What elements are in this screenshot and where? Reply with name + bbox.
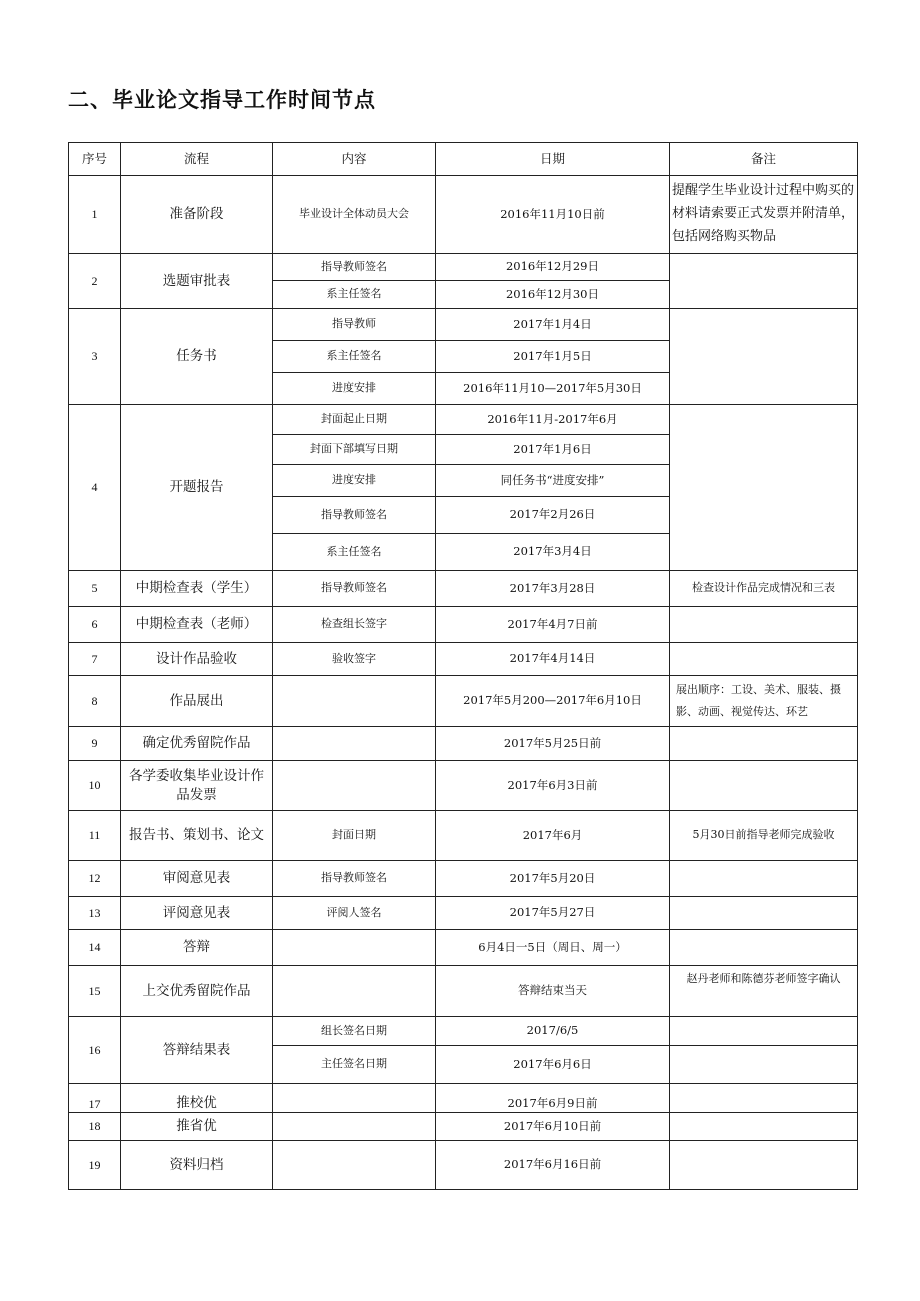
row-content: 指导教师签名 — [273, 571, 436, 607]
row-number: 8 — [69, 676, 121, 727]
row-note — [670, 897, 858, 930]
table-row — [69, 607, 858, 643]
table-row — [69, 1017, 858, 1046]
row-note — [670, 727, 858, 761]
row-flow: 任务书 — [121, 309, 273, 405]
table-row — [69, 176, 858, 254]
row-date: 2017年3月28日 — [436, 571, 670, 607]
row-content: 指导教师 — [273, 309, 436, 341]
row-note — [670, 1113, 858, 1141]
row-date: 2017年1月5日 — [436, 341, 670, 373]
table-row — [69, 966, 858, 1017]
row-date: 答辩结束当天 — [436, 966, 670, 1017]
row-number: 5 — [69, 571, 121, 607]
row-flow: 评阅意见表 — [121, 897, 273, 930]
row-content: 进度安排 — [273, 465, 436, 497]
row-content — [273, 1113, 436, 1141]
row-number: 18 — [69, 1113, 121, 1141]
row-note — [670, 309, 858, 405]
row-flow: 确定优秀留院作品 — [121, 727, 273, 761]
header-note: 备注 — [670, 143, 858, 176]
row-date: 2017/6/5 — [436, 1017, 670, 1046]
row-note — [670, 1084, 858, 1113]
row-content — [273, 930, 436, 966]
row-date: 2017年6月9日前 — [436, 1084, 670, 1113]
table-row — [69, 676, 858, 727]
row-flow: 答辩 — [121, 930, 273, 966]
row-date: 2016年11月-2017年6月 — [436, 405, 670, 435]
header-flow: 流程 — [121, 143, 273, 176]
row-date: 同任务书“进度安排” — [436, 465, 670, 497]
table-row — [69, 1141, 858, 1190]
row-content: 封面下部填写日期 — [273, 435, 436, 465]
row-note — [670, 643, 858, 676]
row-note: 5月30日前指导老师完成验收 — [670, 811, 858, 861]
header-content: 内容 — [273, 143, 436, 176]
row-number: 9 — [69, 727, 121, 761]
row-content — [273, 1141, 436, 1190]
row-note — [670, 1017, 858, 1046]
row-flow: 上交优秀留院作品 — [121, 966, 273, 1017]
row-date: 2017年4月14日 — [436, 643, 670, 676]
header-date: 日期 — [436, 143, 670, 176]
row-content: 系主任签名 — [273, 281, 436, 309]
row-note: 提醒学生毕业设计过程中购买的材料请索要正式发票并附清单，包括网络购买物品 — [670, 176, 858, 254]
schedule-table — [68, 142, 858, 1190]
row-date: 2016年11月10日前 — [436, 176, 670, 254]
row-number: 12 — [69, 861, 121, 897]
row-date: 2017年6月 — [436, 811, 670, 861]
row-number: 11 — [69, 811, 121, 861]
table-row — [69, 254, 858, 281]
row-flow: 推省优 — [121, 1113, 273, 1141]
table-row — [69, 405, 858, 435]
row-content: 封面起止日期 — [273, 405, 436, 435]
table-row — [69, 309, 858, 341]
row-number: 19 — [69, 1141, 121, 1190]
row-number: 1 — [69, 176, 121, 254]
row-content: 毕业设计全体动员大会 — [273, 176, 436, 254]
row-number: 3 — [69, 309, 121, 405]
row-note: 赵丹老师和陈德芬老师签字确认 — [670, 966, 858, 1017]
row-content — [273, 727, 436, 761]
table-row — [69, 761, 858, 811]
row-flow: 准备阶段 — [121, 176, 273, 254]
row-content: 指导教师签名 — [273, 861, 436, 897]
table-row — [69, 1084, 858, 1113]
row-date: 2017年6月10日前 — [436, 1113, 670, 1141]
table-row — [69, 727, 858, 761]
row-date: 2017年5月27日 — [436, 897, 670, 930]
row-number: 14 — [69, 930, 121, 966]
row-content: 主任签名日期 — [273, 1046, 436, 1084]
row-content: 组长签名日期 — [273, 1017, 436, 1046]
row-flow: 中期检查表（老师） — [121, 607, 273, 643]
row-date: 2017年4月7日前 — [436, 607, 670, 643]
table-row — [69, 643, 858, 676]
row-number: 7 — [69, 643, 121, 676]
row-number: 10 — [69, 761, 121, 811]
row-content: 检查组长签字 — [273, 607, 436, 643]
row-number: 17 — [69, 1084, 121, 1113]
row-content — [273, 1084, 436, 1113]
row-number: 13 — [69, 897, 121, 930]
row-date: 6月4日一5日（周日、周一） — [436, 930, 670, 966]
row-number: 4 — [69, 405, 121, 571]
row-content: 评阅人签名 — [273, 897, 436, 930]
row-content: 封面日期 — [273, 811, 436, 861]
row-note — [670, 405, 858, 571]
row-date: 2017年6月16日前 — [436, 1141, 670, 1190]
row-flow: 推校优 — [121, 1084, 273, 1113]
row-note: 检查设计作品完成情况和三表 — [670, 571, 858, 607]
row-date: 2017年6月6日 — [436, 1046, 670, 1084]
row-content: 系主任签名 — [273, 341, 436, 373]
table-header-row — [69, 143, 858, 176]
row-note — [670, 254, 858, 309]
row-content: 验收签字 — [273, 643, 436, 676]
table-row — [69, 1113, 858, 1141]
row-note — [670, 1046, 858, 1084]
row-number: 16 — [69, 1017, 121, 1084]
row-flow: 各学委收集毕业设计作品发票 — [121, 761, 273, 811]
row-content: 指导教师签名 — [273, 497, 436, 534]
row-flow: 中期检查表（学生） — [121, 571, 273, 607]
header-no: 序号 — [69, 143, 121, 176]
table-row — [69, 811, 858, 861]
row-date: 2017年5月25日前 — [436, 727, 670, 761]
page-title: 二、毕业论文指导工作时间节点 — [68, 88, 376, 112]
row-note — [670, 930, 858, 966]
row-flow: 报告书、策划书、论文 — [121, 811, 273, 861]
table-row — [69, 897, 858, 930]
row-date: 2017年5月20日 — [436, 861, 670, 897]
row-content — [273, 966, 436, 1017]
row-note — [670, 1141, 858, 1190]
row-flow: 设计作品验收 — [121, 643, 273, 676]
row-note — [670, 761, 858, 811]
row-date: 2016年11月10—2017年5月30日 — [436, 373, 670, 405]
table-row — [69, 571, 858, 607]
table-row — [69, 861, 858, 897]
row-note — [670, 861, 858, 897]
row-number: 15 — [69, 966, 121, 1017]
row-content — [273, 761, 436, 811]
row-flow: 答辩结果表 — [121, 1017, 273, 1084]
row-content: 系主任签名 — [273, 534, 436, 571]
row-date: 2016年12月30日 — [436, 281, 670, 309]
row-flow: 作品展出 — [121, 676, 273, 727]
row-content: 进度安排 — [273, 373, 436, 405]
row-flow: 开题报告 — [121, 405, 273, 571]
row-number: 6 — [69, 607, 121, 643]
row-flow: 审阅意见表 — [121, 861, 273, 897]
row-date: 2016年12月29日 — [436, 254, 670, 281]
row-number: 2 — [69, 254, 121, 309]
row-content: 指导教师签名 — [273, 254, 436, 281]
row-note — [670, 607, 858, 643]
row-date: 2017年1月6日 — [436, 435, 670, 465]
row-date: 2017年3月4日 — [436, 534, 670, 571]
row-date: 2017年2月26日 — [436, 497, 670, 534]
row-flow: 选题审批表 — [121, 254, 273, 309]
row-date: 2017年6月3日前 — [436, 761, 670, 811]
row-content — [273, 676, 436, 727]
row-note: 展出顺序：工设、美术、服装、摄影、动画、视觉传达、环艺 — [670, 676, 858, 727]
row-date: 2017年5月200—2017年6月10日 — [436, 676, 670, 727]
row-date: 2017年1月4日 — [436, 309, 670, 341]
row-flow: 资料归档 — [121, 1141, 273, 1190]
table-row — [69, 930, 858, 966]
